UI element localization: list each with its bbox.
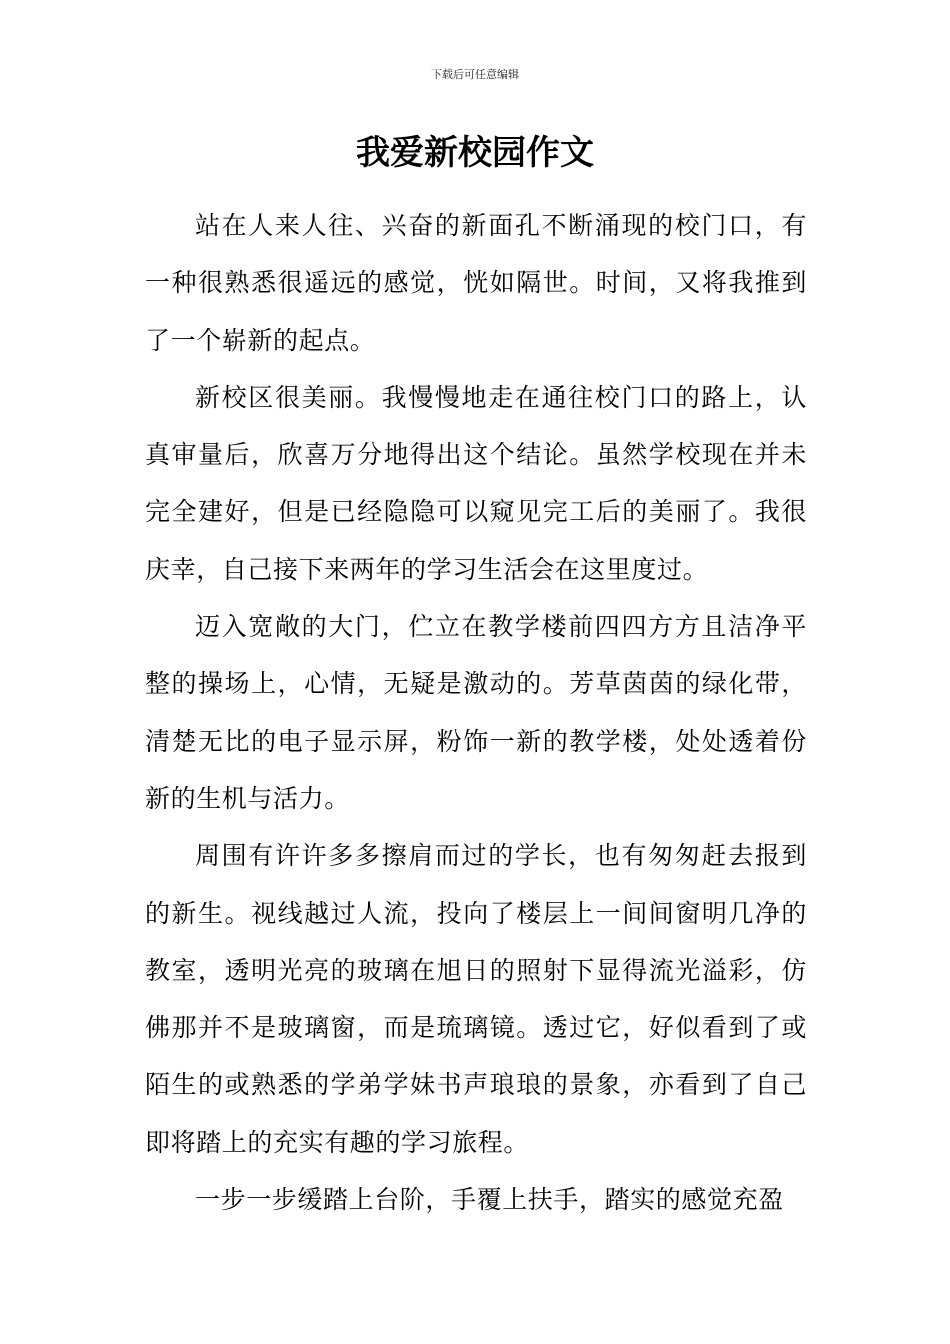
- paragraph-3: 迈入宽敞的大门，伫立在教学楼前四四方方且洁净平整的操场上，心情，无疑是激动的。芳草茵茵的绿化带，清楚无比的电子显示屏，粉饰一新的教学楼，处处透着份新的生机与活力。: [145, 612, 807, 813]
- document-title: 我爱新校园作文: [356, 133, 594, 173]
- header-note: 下载后可任意编辑: [431, 68, 519, 81]
- document-body: [145, 197, 807, 1228]
- paragraph-1: 站在人来人往、兴奋的新面孔不断涌现的校门口，有一种很熟悉很遥远的感觉，恍如隔世。时间，又将我推到了一个崭新的起点。: [145, 211, 807, 355]
- paragraph-5: 一步一步缓踏上台阶，手覆上扶手，踏实的感觉充盈: [195, 1185, 784, 1215]
- paragraph-4: 周围有许许多多擦肩而过的学长，也有匆匆赶去报到的新生。视线越过人流，投向了楼层上一间间窗明几净的教室，透明光亮的玻璃在旭日的照射下显得流光溢彩，仿佛那并不是玻璃窗，而是琉璃镜。透过它，好似看到了或陌生的或熟悉的学弟学妹书声琅琅的景象，亦看到了自己即将踏上的充实有趣的学习旅程。: [145, 841, 807, 1157]
- paragraph-2: 新校区很美丽。我慢慢地走在通往校门口的路上，认真审量后，欣喜万分地得出这个结论。虽然学校现在并未完全建好，但是已经隐隐可以窥见完工后的美丽了。我很庆幸，自己接下来两年的学习生活会在这里度过。: [145, 382, 807, 584]
